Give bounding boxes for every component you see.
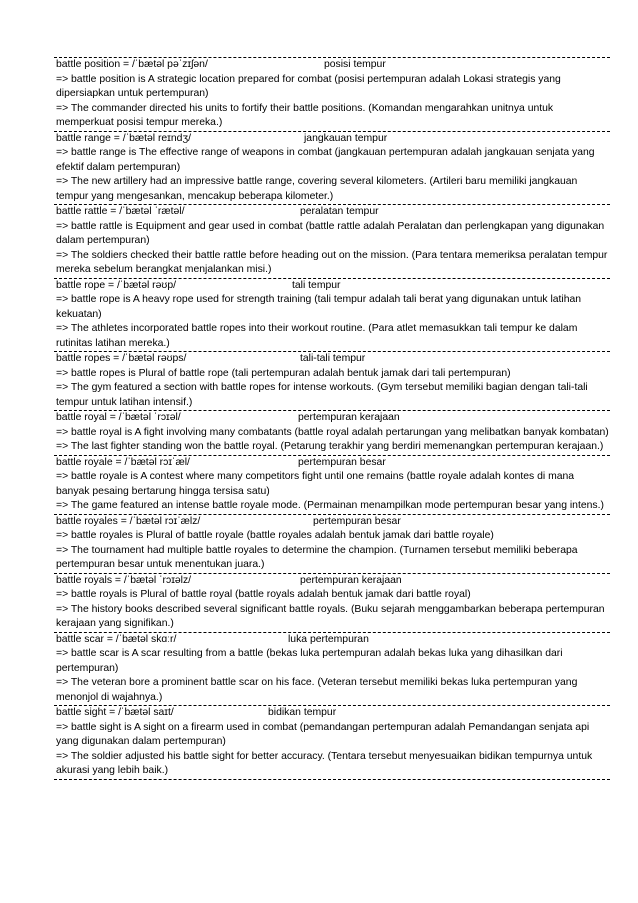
entry-header [54, 58, 610, 73]
entry-term: battle rattle = /ˈbætəl ˈrætəl/ [56, 206, 185, 217]
entry-definition: => battle scar is A scar resulting from a battle (bekas luka pertempuran adalah bekas luka yang dihasilkan dari pertempuran) [56, 648, 563, 674]
entry-term: battle range = /ˈbætəl reɪndʒ/ [56, 132, 191, 144]
glossary-entry [54, 57, 610, 131]
entry-header [54, 515, 610, 530]
entry-header [54, 456, 610, 471]
entry-translation: bidikan tempur [268, 707, 337, 718]
entry-definition: => battle royals is Plural of battle royal (battle royals adalah bentuk jamak dari battle royal) [56, 589, 471, 600]
entry-translation: pertempuran kerajaan [300, 574, 402, 586]
entry-definition: => battle rattle is Equipment and gear used in combat (battle rattle adalah Peralatan dan perlengkapan yang digunakan dalam pertempuran) [56, 220, 605, 246]
entry-definition: => battle royal is A fight involving many combatants (battle royal adalah pertarungan yang melibatkan banyak kombatan) [56, 426, 609, 438]
glossary-entry [54, 514, 610, 573]
entry-term: battle scar = /ˈbætəl skɑːr/ [56, 633, 177, 645]
entry-example: => The gym featured a section with battle ropes for intense workouts. (Gym tersebut memiliki bagian dengan tali-tali tempur untuk latihan intensif.) [56, 382, 588, 408]
entry-definition: => battle sight is A sight on a firearm used in combat (pemandangan pertempuran adalah Pemandangan senjata api yang digunakan dalam pertempuran) [56, 721, 590, 747]
entry-term: battle royales = /ˈbætəl rɔɪˈælz/ [56, 515, 201, 527]
entry-header [54, 633, 610, 648]
entry-term: battle position = /ˈbætəl pəˈzɪʃən/ [56, 59, 208, 70]
entry-term: battle royal = /ˈbætəl ˈrɔɪəl/ [56, 412, 181, 423]
glossary-entry [54, 705, 610, 780]
glossary-entry [54, 278, 610, 352]
entry-definition: => battle range is The effective range of weapons in combat (jangkauan pertempuran adalah jangkauan senjata yang efektif dalam pertempuran) [56, 147, 595, 173]
entry-example: => The history books described several significant battle royals. (Buku sejarah menggambarkan beberapa pertempuran kerajaan yang signifikan.) [56, 603, 605, 629]
entry-term: battle royale = /ˈbætəl rɔɪˈæl/ [56, 456, 190, 468]
entry-translation: jangkauan tempur [304, 132, 388, 144]
entry-translation: tali tempur [292, 279, 341, 291]
entry-example: => The last fighter standing won the battle royal. (Petarung terakhir yang berdiri memenangkan pertempuran kerajaan.) [56, 441, 604, 452]
entry-translation: tali-tali tempur [300, 353, 366, 364]
entry-translation: luka pertempuran [288, 633, 369, 645]
entry-translation: peralatan tempur [300, 206, 379, 217]
entry-example: => The new artillery had an impressive battle range, covering several kilometers. (Artileri baru memiliki jangkauan tempur yang mengesankan, mencakup beberapa kilometer.) [56, 176, 578, 202]
entry-definition: => battle rope is A heavy rope used for strength training (tali tempur adalah tali berat yang digunakan untuk latihan kekuatan) [56, 294, 582, 320]
glossary-entry [54, 573, 610, 632]
glossary-entry [54, 131, 610, 205]
entry-term: battle sight = /ˈbætəl saɪt/ [56, 707, 174, 718]
entry-example: => The commander directed his units to fortify their battle positions. (Komandan mengarahkan unitnya untuk memperkuat posisi tempur mereka.) [56, 102, 554, 128]
entry-example: => The soldiers checked their battle rattle before heading out on the mission. (Para tentara memeriksa peralatan tempur mereka sebelum berangkat menjalankan misi.) [56, 249, 608, 275]
entry-example: => The veteran bore a prominent battle scar on his face. (Veteran tersebut memiliki bekas luka pertempuran yang menonjol di wajahnya.) [56, 677, 578, 703]
entry-definition: => battle royale is A contest where many competitors fight until one remains (battle royale adalah kontes di mana banyak pesaing bertarung hingga tersisa satu) [56, 471, 575, 497]
glossary-entry [54, 204, 610, 278]
entry-translation: pertempuran kerajaan [298, 412, 400, 423]
entry-example: => The soldier adjusted his battle sight for better accuracy. (Tentara tersebut menyesuaikan bidikan tempurnya untuk akurasi yang lebih baik.) [56, 750, 593, 776]
entry-header [54, 706, 610, 721]
entry-translation: pertempuran besar [298, 456, 386, 468]
glossary-entry [54, 632, 610, 706]
entry-header [54, 352, 610, 367]
entry-term: battle rope = /ˈbætəl rəʊp/ [56, 279, 176, 291]
entry-header [54, 279, 610, 294]
entry-example: => The tournament had multiple battle royales to determine the champion. (Turnamen tersebut memiliki beberapa pertempuran besar untuk menentukan juara.) [56, 544, 578, 570]
glossary-entry [54, 455, 610, 514]
entry-definition: => battle royales is Plural of battle royale (battle royales adalah bentuk jamak dari battle royale) [56, 530, 494, 541]
glossary-document [54, 57, 610, 780]
glossary-entry [54, 351, 610, 410]
entry-example: => The athletes incorporated battle ropes into their workout routine. (Para atlet memasukkan tali tempur ke dalam rutinitas latihan mereka.) [56, 323, 578, 349]
entry-example: => The game featured an intense battle royale mode. (Permainan menampilkan mode pertempuran besar yang intens.) [56, 500, 604, 511]
entry-term: battle ropes = /ˈbætəl rəʊps/ [56, 353, 187, 364]
entry-translation: pertempuran besar [313, 515, 401, 527]
entry-definition: => battle position is A strategic location prepared for combat (posisi pertempuran adalah Lokasi strategis yang dipersiapkan untuk pertempuran) [56, 73, 561, 99]
entry-header [54, 205, 610, 220]
entry-header [54, 132, 610, 147]
entry-term: battle royals = /ˈbætəl ˈrɔɪəlz/ [56, 574, 192, 586]
entry-definition: => battle ropes is Plural of battle rope (tali pertempuran adalah bentuk jamak dari tali pertempuran) [56, 367, 511, 379]
glossary-entry [54, 410, 610, 455]
entry-header [54, 574, 610, 589]
entry-header [54, 411, 610, 426]
entry-translation: posisi tempur [324, 59, 386, 70]
